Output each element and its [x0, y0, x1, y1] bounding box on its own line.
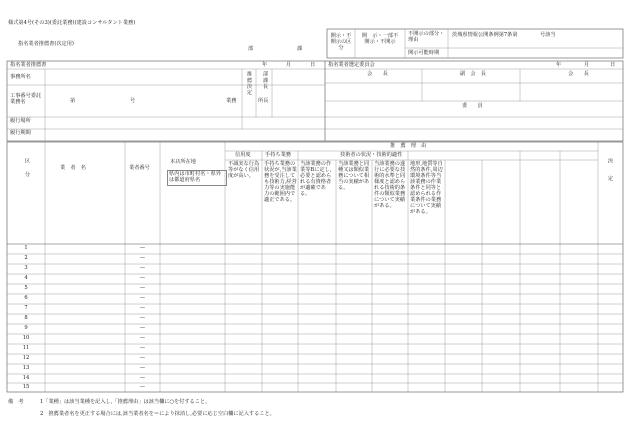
place-label: 履行場所	[10, 118, 31, 124]
section-label: 課	[297, 46, 303, 52]
row-number: 5	[24, 285, 28, 291]
period-label: 履行期間	[10, 130, 31, 136]
criteria-3: 当該業務の作業等Bに定し,必要と認められる有資格者が適確である。	[300, 161, 332, 197]
reliability-header: 信用度	[235, 152, 251, 158]
note-1: 1「業種」は該当業種を記入し,「推薦理由」は該当欄に○を付すること。	[40, 399, 211, 405]
row-number: 7	[24, 305, 28, 311]
criteria-5: 当該業務の遂行に必要な技術的水準と同様度と認められる技術的条件の類似業務について実績がある。	[374, 161, 406, 209]
row-number: 14	[22, 375, 30, 381]
office-name-label: 事務所名	[10, 74, 31, 80]
row-number: 1	[24, 245, 28, 251]
disclosure-options: 開 示・一部不開示・不開示	[361, 33, 399, 45]
dai-label: 第	[70, 98, 76, 104]
disclosure-time-label: 開示可能時期	[408, 50, 440, 56]
row-number: 11	[22, 345, 30, 351]
recommender-label: 指名業者推薦書(次定用)	[18, 41, 74, 47]
company-col-header: 業 者 名	[60, 165, 86, 171]
office-head-label: 所長	[258, 98, 269, 104]
day-label: 日	[310, 62, 316, 68]
project-name-label: 工事番号委託業務名	[10, 93, 42, 105]
year-label: 年	[262, 62, 268, 68]
criteria-6: 地形,地質等自然的条件,周辺環境条件等当該業務の作業条件と同等と認められる作業条件の業務について実績がある。	[410, 161, 443, 215]
nomination-committee-label: 指名業者選定委員会	[328, 62, 375, 68]
member-label: 委 員	[462, 103, 483, 109]
day-label-2: 日	[610, 62, 616, 68]
row-dash: —	[139, 305, 146, 311]
row-dash: —	[139, 265, 146, 271]
row-number: 3	[24, 265, 28, 271]
technical-header: 技術者の状況・技術的適性	[340, 152, 403, 158]
department-manager-label: 部課長	[261, 71, 268, 90]
month-label-2: 月	[584, 62, 590, 68]
row-number: 9	[24, 325, 28, 331]
row-number: 10	[22, 335, 30, 341]
row-dash: —	[139, 255, 146, 261]
regulation-text: 茨城県情報公開条例第7条第	[452, 32, 518, 38]
reason-group-header: 推 薦 理 由	[390, 143, 427, 149]
gyomu-label: 業務	[226, 98, 237, 104]
row-dash: —	[139, 335, 146, 341]
disclosure-category-label: 開示・不開示の区分	[330, 33, 352, 51]
row-dash: —	[139, 315, 146, 321]
non-disclosure-reason-label: 不開示の部分・理由	[408, 31, 445, 43]
row-dash: —	[139, 285, 146, 291]
row-dash: —	[139, 355, 146, 361]
recommend-decision-label: 推薦決定	[245, 71, 252, 96]
year-label-2: 年	[556, 62, 562, 68]
form-title: 様式第4号(その3)(委託業務)(建設コンサルタント業務)	[8, 20, 136, 26]
row-number: 8	[24, 315, 28, 321]
notes-label: 備 考	[8, 399, 24, 405]
chair-label: 会 長	[367, 71, 388, 77]
row-number: 6	[24, 295, 28, 301]
criteria-1: 不誠実な行為等がなく信用度が高い。	[228, 161, 260, 179]
category-col-header: 区分	[23, 158, 30, 185]
row-dash: —	[139, 365, 146, 371]
vice-chair-label: 副 会 長	[460, 71, 486, 77]
row-number: 13	[22, 365, 30, 371]
row-number: 4	[24, 275, 28, 281]
row-dash: —	[139, 295, 146, 301]
row-number: 15	[22, 384, 30, 390]
row-number: 12	[22, 355, 30, 361]
row-dash: —	[139, 384, 146, 390]
appointed-request-label: 指名業者推薦書	[10, 62, 47, 68]
criteria-4: 当該業務と同種又は類似業務について相当の実績がある。	[338, 161, 370, 191]
code-col-header: 業者番号	[129, 165, 150, 171]
month-label: 月	[286, 62, 292, 68]
criteria-2: 手持ち業務の状況が,当該業務を受注しても技術力,経営力等の実施能力の範囲内で適正である。	[264, 161, 297, 203]
workload-header: 手持ち業務	[265, 152, 291, 158]
address-note: 県内は市町村名・県外は都道府県名	[167, 170, 227, 186]
row-dash: —	[139, 345, 146, 351]
go-label: 号	[130, 98, 136, 104]
dept-label: 部	[248, 46, 254, 52]
row-dash: —	[139, 275, 146, 281]
row-separators	[7, 254, 623, 383]
vice-chair-stamp-label: 会 長	[568, 71, 589, 77]
row-dash: —	[139, 325, 146, 331]
clause-text: 号該当	[540, 32, 556, 38]
decision-col-header: 決定	[606, 158, 613, 193]
row-dash: —	[139, 245, 146, 251]
note-2: 2 推薦業者名を更正する場合には,該当業者名を＝により抹消し,必要に応じ空白欄に記入すること。	[40, 411, 275, 417]
row-dash: —	[139, 375, 146, 381]
row-number: 2	[24, 255, 28, 261]
address-col-header: 本店所在地	[170, 159, 196, 165]
